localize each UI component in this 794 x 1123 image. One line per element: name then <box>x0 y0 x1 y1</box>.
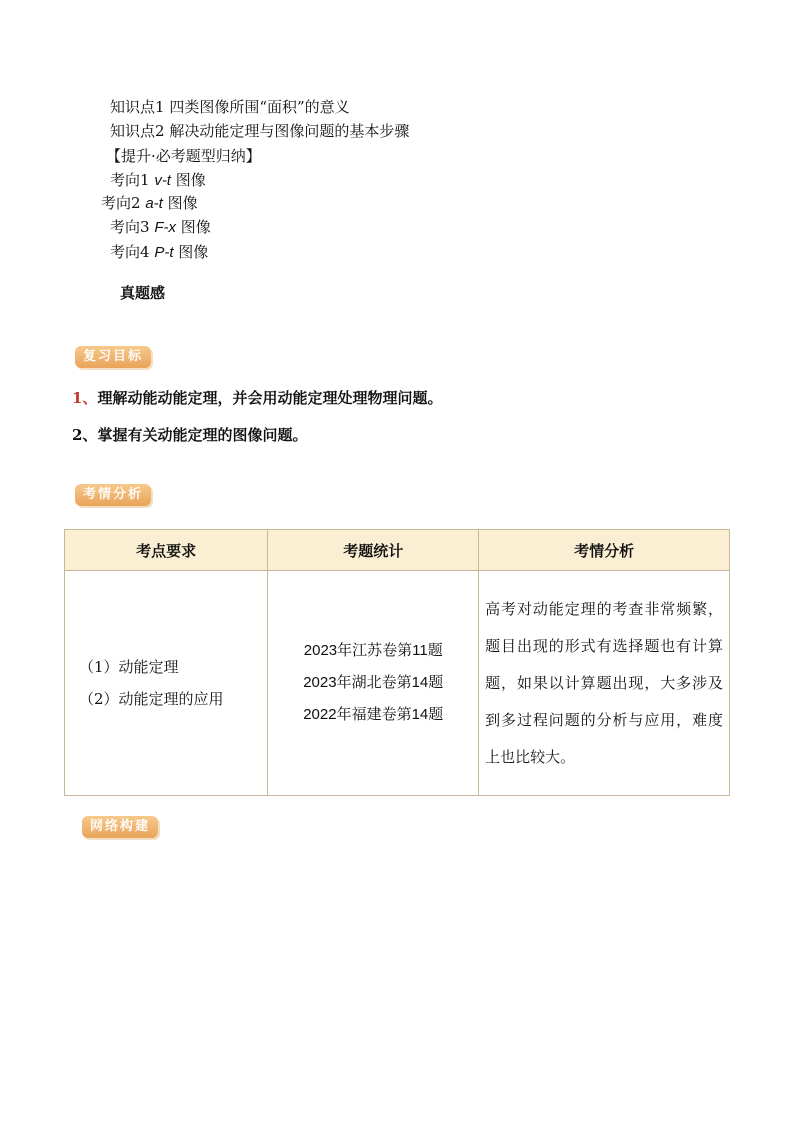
toc-item-2[interactable] <box>110 121 409 141</box>
statistic-item: 2023年湖北卷第14题 <box>303 674 444 691</box>
table-header: 考点要求 <box>65 530 268 571</box>
toc-item-7[interactable] <box>110 242 208 263</box>
network-build-badge: 网络构建 <box>82 816 158 838</box>
exam-analysis-table <box>64 529 730 796</box>
goal-text: 掌握有关动能定理的图像问题。 <box>97 426 308 444</box>
toc-text: 图像 <box>173 243 209 261</box>
toc-item-3[interactable] <box>106 146 261 166</box>
exam-analysis-badge: 考情分析 <box>75 484 151 506</box>
statistic-item: 2022年福建卷第14题 <box>303 706 444 723</box>
toc-italic: P-t <box>154 244 174 261</box>
review-goals-badge: 复习目标 <box>75 346 151 368</box>
table-header-row <box>65 530 730 571</box>
toc-prefix: 考向2 <box>101 194 146 212</box>
toc-prefix: 知识点1 <box>110 98 170 116</box>
toc-item-5[interactable] <box>101 193 198 214</box>
toc-prefix: 考向4 <box>110 243 155 261</box>
toc-text: 图像 <box>162 194 198 212</box>
requirement-item: （2）动能定理的应用 <box>79 690 224 708</box>
goal-1 <box>72 387 442 408</box>
statistic-item: 2023年江苏卷第11题 <box>303 642 443 659</box>
toc-prefix: 知识点2 <box>110 122 170 140</box>
toc-item-6[interactable] <box>110 217 211 238</box>
table-cell-statistics <box>268 571 479 796</box>
toc-italic: F-x <box>154 219 176 236</box>
toc-item-4[interactable] <box>110 170 206 191</box>
table-cell-requirements <box>65 571 268 796</box>
toc-italic: v-t <box>154 172 171 189</box>
toc-text: 图像 <box>175 218 211 236</box>
toc-item-1[interactable] <box>110 97 350 117</box>
toc-prefix: 考向1 <box>110 171 155 189</box>
table-row <box>65 571 730 796</box>
toc-italic: a-t <box>145 195 163 212</box>
toc-text: 解决动能定理与图像问题的基本步骤 <box>169 122 410 140</box>
table-header: 考情分析 <box>479 530 730 571</box>
table-header: 考题统计 <box>268 530 479 571</box>
goal-number: 2、 <box>72 426 98 444</box>
goal-number: 1、 <box>72 389 98 407</box>
toc-text: 图像 <box>170 171 206 189</box>
toc-heading: 【提升·必考题型归纳】 <box>106 147 261 165</box>
zhenti-heading: 真题感 <box>120 284 166 302</box>
toc-prefix: 考向3 <box>110 218 155 236</box>
toc-text: 四类图像所围“面积”的意义 <box>169 98 350 116</box>
goal-2 <box>72 424 307 445</box>
requirement-item: （1）动能定理 <box>79 658 179 676</box>
table-cell-analysis: 高考对动能定理的考查非常频繁，题目出现的形式有选择题也有计算题，如果以计算题出现，大多涉及到多过程问题的分析与应用，难度上也比较大。 <box>479 571 730 796</box>
goal-text: 理解动能动能定理，并会用动能定理处理物理问题。 <box>97 389 443 407</box>
